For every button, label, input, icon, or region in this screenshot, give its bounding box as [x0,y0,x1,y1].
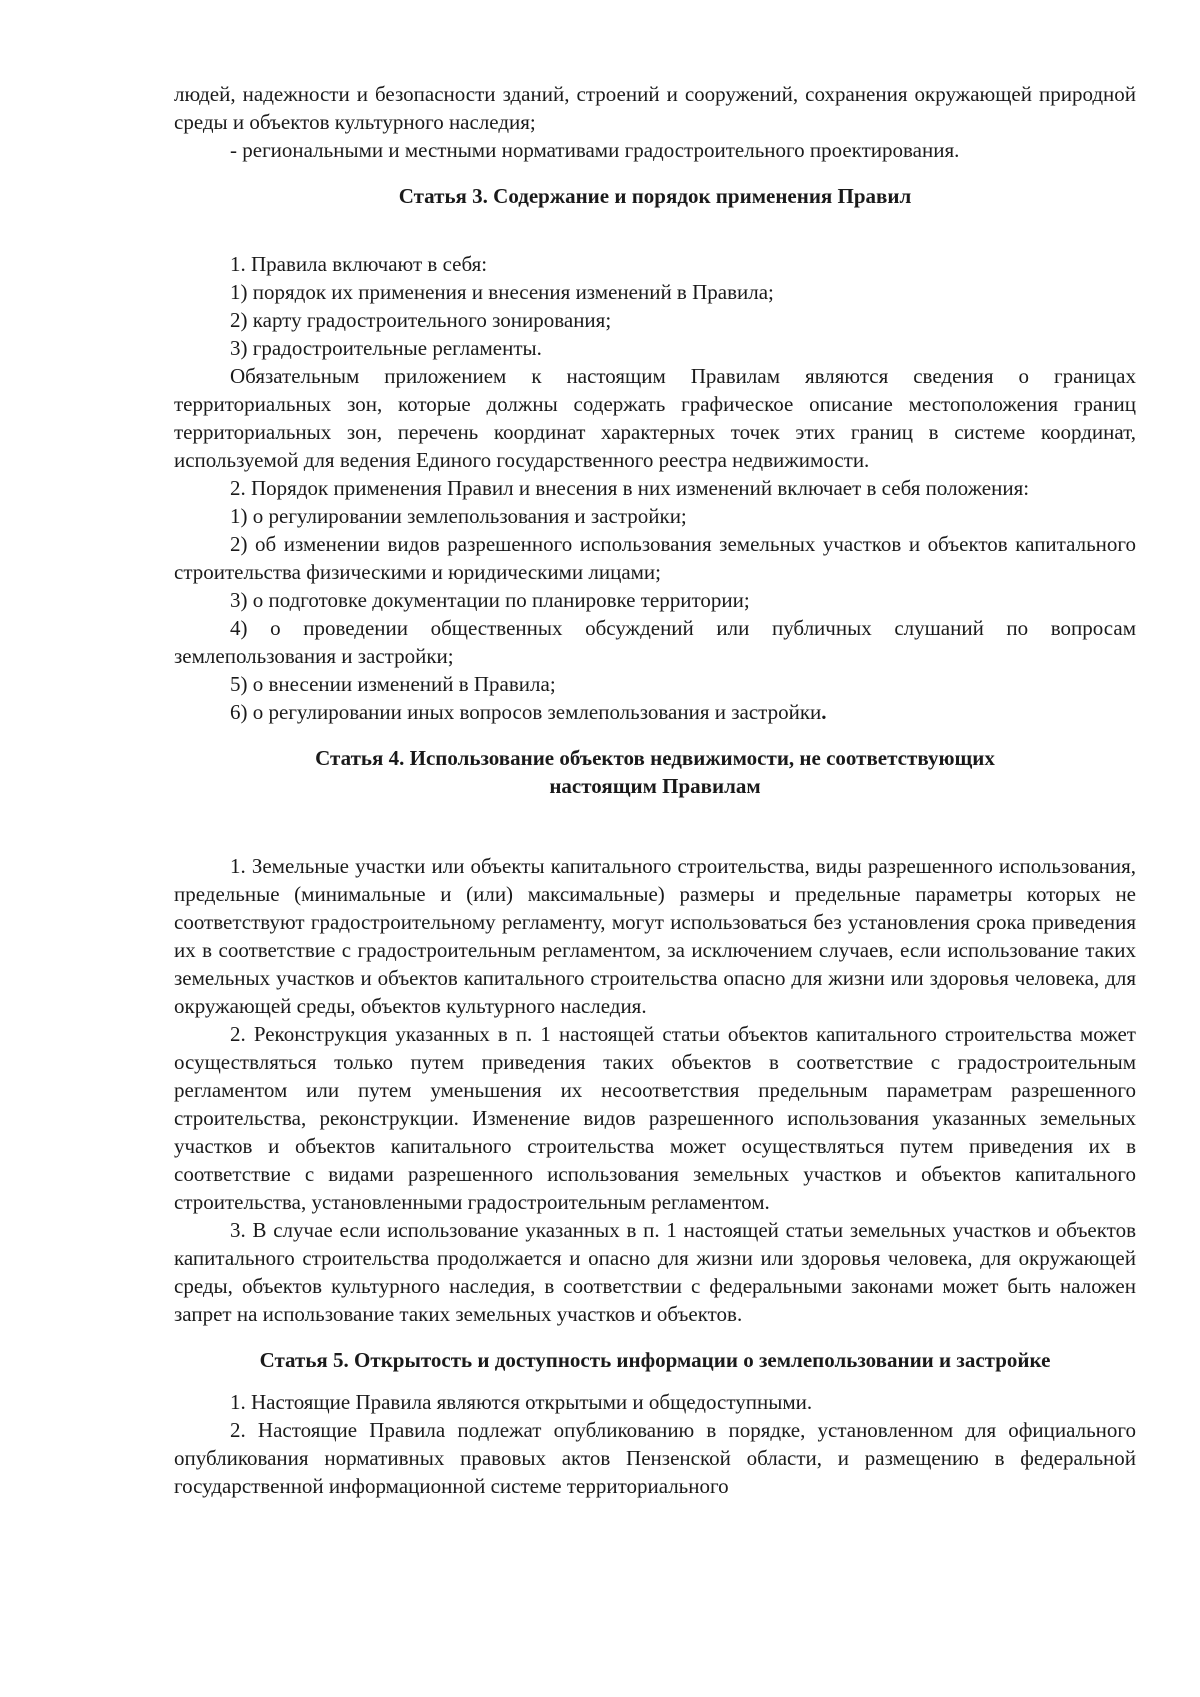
article-3-paragraph-12 [174,698,1136,726]
article-3-paragraph-6: 2. Порядок применения Правил и внесения в них изменений включает в себя положения: [230,476,1030,500]
document-page [174,80,1136,1500]
article-4-paragraph-2: 2. Реконструкция указанных в п. 1 настоящей статьи объектов капитального строительства может осуществляться только путем приведения таких объектов в соответствие с градостроительным регламентом или путем уменьшения их несоответствия предельным параметрам разрешенного строительства, реконструкции. Изменение видов разрешенного использования указанных земельных участков и объектов капитального строительства может осуществляться путем приведения их в соответствие с видами разрешенного использования земельных участков и объектов капитального строительства, установленными градостроительным регламентом. [174,1022,1136,1214]
article-3-paragraph-12-period: . [821,700,827,724]
article-4-title [174,744,1136,800]
article-3-paragraph-9: 3) о подготовке документации по планировке территории; [230,588,750,612]
article-3-title: Статья 3. Содержание и порядок применения Правил [398,184,912,208]
article-3-paragraph-10: 4) о проведении общественных обсуждений или публичных слушаний по вопросам землепользования и застройки; [174,616,1136,668]
article-3-paragraph-11: 5) о внесении изменений в Правила; [230,672,556,696]
intro-paragraph-1: людей, надежности и безопасности зданий, строений и сооружений, сохранения окружающей природной среды и объектов культурного наследия; [174,82,1136,134]
article-4-title-line-2: настоящим Правилам [549,774,761,798]
intro-paragraph-2: - региональными и местными нормативами градостроительного проектирования. [230,138,960,162]
article-3-paragraph-1: 1. Правила включают в себя: [230,252,488,276]
article-4-paragraph-1: 1. Земельные участки или объекты капитального строительства, виды разрешенного использования, предельные (минимальные и (или) максимальные) размеры и предельные параметры которых не соответствуют градостроительному регламенту, могут использоваться без установления срока приведения их в соответствие с градостроительным регламентом, за исключением случаев, если использование таких земельных участков и объектов капитального строительства опасно для жизни или здоровья человека, для окружающей среды, объектов культурного наследия. [174,854,1136,1018]
article-3-paragraph-4: 3) градостроительные регламенты. [230,336,542,360]
article-5-paragraph-1: 1. Настоящие Правила являются открытыми и общедоступными. [230,1390,813,1414]
article-3-paragraph-2: 1) порядок их применения и внесения изменений в Правила; [230,280,774,304]
article-3-paragraph-8: 2) об изменении видов разрешенного использования земельных участков и объектов капитального строительства физическими и юридическими лицами; [174,532,1136,584]
article-3-paragraph-12-text: 6) о регулировании иных вопросов землепользования и застройки [230,700,822,724]
article-3-paragraph-5: Обязательным приложением к настоящим Правилам являются сведения о границах территориальных зон, которые должны содержать графическое описание местоположения границ территориальных зон, перечень координат характерных точек этих границ в системе координат, используемой для ведения Единого государственного реестра недвижимости. [174,364,1136,472]
article-5-title: Статья 5. Открытость и доступность информации о землепользовании и застройке [259,1348,1051,1372]
article-4-title-line-1: Статья 4. Использование объектов недвижимости, не соответствующих [315,746,995,770]
article-4-paragraph-3: 3. В случае если использование указанных в п. 1 настоящей статьи земельных участков и объектов капитального строительства продолжается и опасно для жизни или здоровья человека, для окружающей среды, объектов культурного наследия, в соответствии с федеральными законами может быть наложен запрет на использование таких земельных участков и объектов. [174,1218,1136,1326]
article-3-paragraph-7: 1) о регулировании землепользования и застройки; [230,504,687,528]
article-3-paragraph-3: 2) карту градостроительного зонирования; [230,308,612,332]
article-5-paragraph-2: 2. Настоящие Правила подлежат опубликованию в порядке, установленном для официального опубликования нормативных правовых актов Пензенской области, и размещению в федеральной государственной информационной системе территориального [174,1418,1136,1498]
